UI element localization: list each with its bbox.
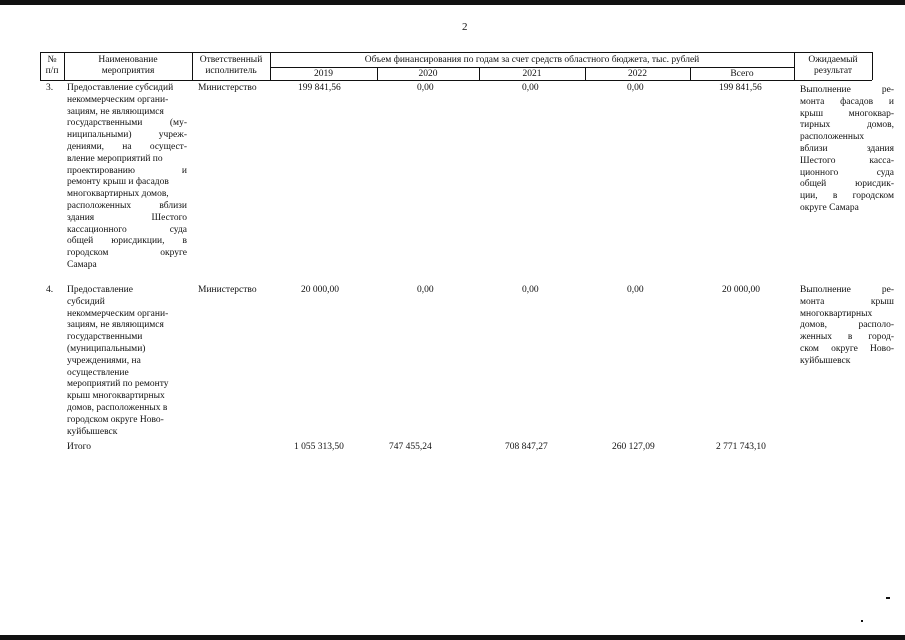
header-result: Ожидаемый (808, 55, 858, 65)
row-result: Выполнение ре- монта фасадов и крыш многоквар- тирных домов, расположенных вблизи здания Шестого касса- ционного суда общей юрисдик- ции, в городском округе Самара (800, 85, 894, 213)
total-label: Итого (67, 442, 92, 452)
row-executor: Министерство (198, 285, 257, 295)
header-year-2021: 2021 (522, 69, 542, 79)
total-value-2020: 747 455,24 (389, 442, 432, 452)
row-value-2020: 0,00 (417, 285, 434, 295)
header-executor: Ответственный (199, 55, 263, 65)
header-funding: Объем финансирования по годам за счет средств областного бюджета, тыс. рублей (364, 55, 700, 65)
row-value-2019: 20 000,00 (301, 285, 339, 295)
header-year-2020: 2020 (418, 69, 438, 79)
table-top-border (40, 52, 872, 53)
row-value-2022: 0,00 (627, 83, 644, 93)
row-value-2020: 0,00 (417, 83, 434, 93)
bottom-scan-border (0, 635, 905, 640)
header-num-sub: п/п (45, 66, 59, 76)
row-value-2021: 0,00 (522, 285, 539, 295)
row-value-2022: 0,00 (627, 285, 644, 295)
header-executor-sub: исполнитель (205, 66, 257, 76)
header-total: Всего (730, 69, 754, 79)
row-result: Выполнение ре- монта крыш многоквартирных домов, располо- женных в город- ском округе Ново- куйбышевск (800, 285, 894, 366)
row-number: 3. (46, 83, 54, 93)
header-year-2022: 2022 (628, 69, 647, 79)
row-value-total: 20 000,00 (722, 285, 760, 295)
scan-mark (886, 597, 890, 599)
scan-dot (861, 620, 863, 622)
row-number: 4. (46, 285, 54, 295)
row-name: Предоставление субсидий некоммерческим органи- зациям, не являющимся государственными (муниципальными) учреждениями, на осуществление мероприятий по ремонту крыш многоквартирных домов, расположенных в городском округе Ново- куйбышевск (67, 285, 169, 437)
top-scan-border (0, 0, 905, 5)
total-value-2021: 708 847,27 (505, 442, 548, 452)
row-value-total: 199 841,56 (719, 83, 762, 93)
header-year-2019: 2019 (314, 69, 333, 79)
header-num: № (47, 55, 57, 65)
page-number: 2 (462, 21, 468, 33)
header-name: Наименование (98, 55, 158, 65)
total-value-all: 2 771 743,10 (716, 442, 766, 452)
row-executor: Министерство (198, 83, 257, 93)
funding-subheader-line (270, 67, 794, 68)
total-value-2022: 260 127,09 (612, 442, 655, 452)
row-value-2019: 199 841,56 (298, 83, 341, 93)
header-result-sub: результат (813, 66, 853, 76)
header-bottom-border (40, 80, 872, 81)
header-name-sub: мероприятия (101, 66, 155, 76)
row-value-2021: 0,00 (522, 83, 539, 93)
row-name: Предоставление субсидий некоммерческим органи- зациям, не являющимся государственными (му- ниципальными) учреж- дениями, на осущест- вление мероприятий по проектированию и ремонту крыш и фасадов многоквартирных домов, расположенных вблизи здания Шестого кассационного суда общей юрисдикции, в городском округе Самара (67, 83, 187, 270)
total-value-2019: 1 055 313,50 (294, 442, 344, 452)
